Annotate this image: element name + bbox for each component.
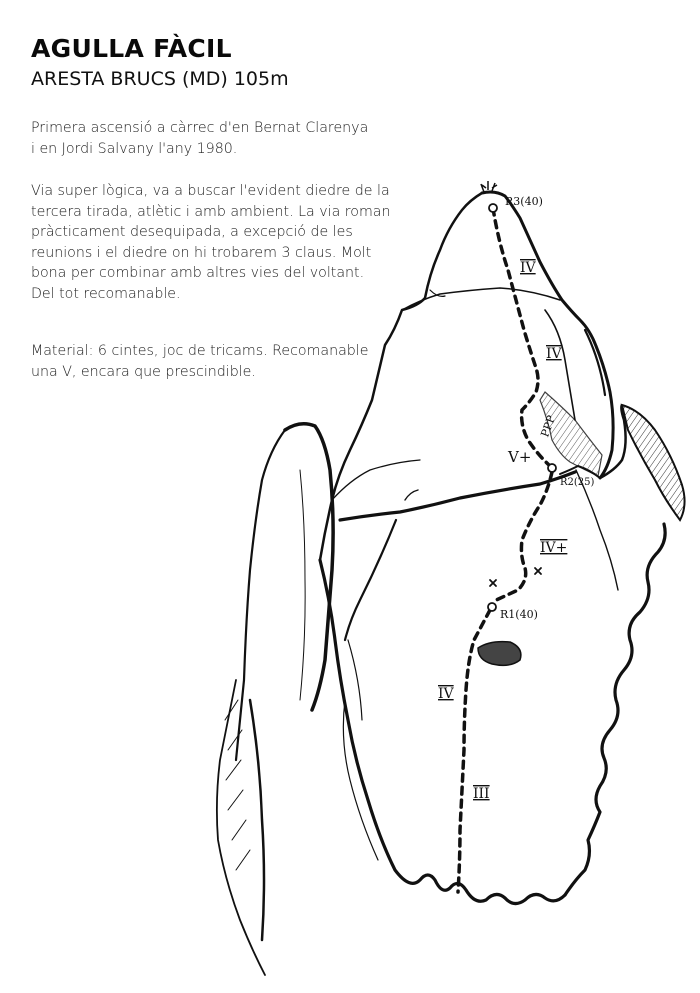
rock-hole [478,642,521,666]
summit-bush [481,181,497,192]
grade-pitch2: IV+ [540,540,568,556]
belay-r3-marker [489,204,497,212]
grade-pitch1-lower: III [473,786,490,802]
grade-pitch3-lower: IV [546,346,562,362]
route-subtitle: ARESTA BRUCS (MD) 105m [31,68,289,90]
gear-text: Material: 6 cintes, joc de tricams. Recomanable una V, encara que prescindible. [31,343,369,380]
route-title: AGULLA FÀCIL [31,34,232,63]
grade-pitch1-upper: IV [438,686,454,702]
route-description-text: Via super lògica, va a buscar l'evident diedre de la tercera tirada, atlètic i amb ambient. La via roman pràcticament desequipada, a excepció de les reunions i el diedre on hi trobarem 3 claus. Molt bona per combinar amb altres vies del voltant. Del tot recomanable. [31,183,391,302]
lower-face [320,470,665,904]
belay-r2-marker [548,464,556,472]
grade-dihedral: V+ [508,448,532,466]
grade-pitch3-upper: IV [520,260,536,276]
belay-r3-label: R3(40) [505,195,543,208]
belay-r1-marker [488,603,496,611]
belay-r2-label: R2(25) [560,477,595,488]
first-ascent-text: Primera ascensió a càrrec d'en Bernat Clarenya i en Jordi Salvany l'any 1980. [31,120,369,157]
pitons-label: PPP [538,413,559,439]
summit-rock [320,192,613,560]
belay-r1-label: R1(40) [500,608,538,621]
left-pillar [217,424,333,975]
bolt-marks [490,568,541,586]
